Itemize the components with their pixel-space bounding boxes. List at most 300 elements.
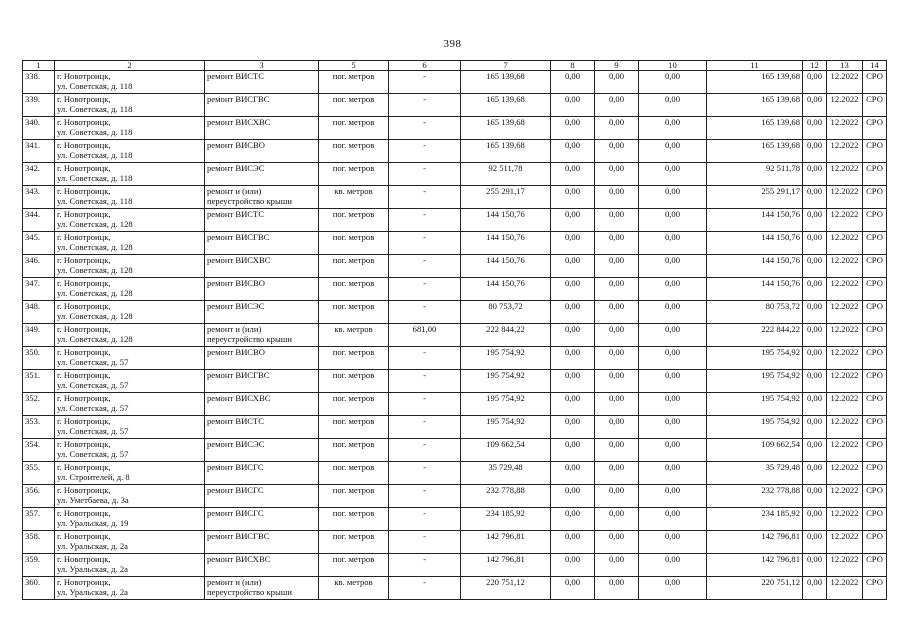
- completion-date-cell: 12.2022: [827, 163, 863, 186]
- work-type-cell: [205, 117, 319, 140]
- col8-cell: 0,00: [551, 255, 595, 278]
- col10-cell: 0,00: [639, 71, 707, 94]
- col12-cell: 0,00: [803, 278, 827, 301]
- col8-cell: 0,00: [551, 117, 595, 140]
- total-cost-cell: 195 754,92: [461, 416, 551, 439]
- work-type-cell: [205, 416, 319, 439]
- col10-cell: 0,00: [639, 462, 707, 485]
- completion-date-cell: 12.2022: [827, 209, 863, 232]
- row-number-cell: 348.: [23, 301, 55, 324]
- source-cell: СРО: [863, 94, 887, 117]
- total-cost-cell: 142 796,81: [461, 554, 551, 577]
- col10-cell: 0,00: [639, 186, 707, 209]
- col10-cell: 0,00: [639, 485, 707, 508]
- unit-cell: пог. метров: [319, 117, 389, 140]
- address-line: г. Новотроицк,: [57, 71, 111, 81]
- address-cell: [55, 163, 205, 186]
- col11-cell: 165 139,68: [707, 117, 803, 140]
- address-cell: [55, 94, 205, 117]
- quantity-cell: -: [389, 554, 461, 577]
- completion-date-cell: 12.2022: [827, 531, 863, 554]
- col10-cell: 0,00: [639, 94, 707, 117]
- total-cost-cell: 92 511,78: [461, 163, 551, 186]
- column-number: 9: [595, 61, 639, 71]
- col11-cell: 165 139,68: [707, 71, 803, 94]
- work-type-line: ремонт ВИСГВС: [207, 370, 270, 380]
- unit-cell: кв. метров: [319, 324, 389, 347]
- quantity-cell: -: [389, 117, 461, 140]
- unit-cell: пог. метров: [319, 393, 389, 416]
- address-cell: [55, 71, 205, 94]
- completion-date-cell: 12.2022: [827, 232, 863, 255]
- address-line: г. Новотроицк,: [57, 232, 111, 242]
- col9-cell: 0,00: [595, 94, 639, 117]
- col12-cell: 0,00: [803, 209, 827, 232]
- total-cost-cell: 142 796,81: [461, 531, 551, 554]
- col10-cell: 0,00: [639, 577, 707, 600]
- table-row: [23, 462, 887, 485]
- col11-cell: 232 778,88: [707, 485, 803, 508]
- col12-cell: 0,00: [803, 508, 827, 531]
- table-row: [23, 554, 887, 577]
- total-cost-cell: 195 754,92: [461, 393, 551, 416]
- address-line: ул. Советская, д. 118: [57, 173, 133, 183]
- row-number-cell: 342.: [23, 163, 55, 186]
- column-number: 6: [389, 61, 461, 71]
- quantity-cell: -: [389, 255, 461, 278]
- table-row: [23, 140, 887, 163]
- column-number: 2: [55, 61, 205, 71]
- col9-cell: 0,00: [595, 117, 639, 140]
- table-row: [23, 531, 887, 554]
- address-line: г. Новотроицк,: [57, 485, 111, 495]
- completion-date-cell: 12.2022: [827, 301, 863, 324]
- col9-cell: 0,00: [595, 301, 639, 324]
- column-number: 8: [551, 61, 595, 71]
- col12-cell: 0,00: [803, 324, 827, 347]
- address-line: г. Новотроицк,: [57, 278, 111, 288]
- address-cell: [55, 531, 205, 554]
- address-line: г. Новотроицк,: [57, 439, 111, 449]
- total-cost-cell: 195 754,92: [461, 347, 551, 370]
- col10-cell: 0,00: [639, 324, 707, 347]
- address-line: г. Новотроицк,: [57, 416, 111, 426]
- col8-cell: 0,00: [551, 163, 595, 186]
- row-number-cell: 346.: [23, 255, 55, 278]
- col9-cell: 0,00: [595, 324, 639, 347]
- address-line: ул. Советская, д. 128: [57, 242, 133, 252]
- address-line: ул. Советская, д. 118: [57, 81, 133, 91]
- completion-date-cell: 12.2022: [827, 485, 863, 508]
- work-type-line: ремонт ВИСХВС: [207, 393, 271, 403]
- total-cost-cell: 80 753,72: [461, 301, 551, 324]
- col12-cell: 0,00: [803, 140, 827, 163]
- work-type-cell: [205, 209, 319, 232]
- col8-cell: 0,00: [551, 71, 595, 94]
- work-type-cell: [205, 140, 319, 163]
- unit-cell: пог. метров: [319, 71, 389, 94]
- completion-date-cell: 12.2022: [827, 278, 863, 301]
- col10-cell: 0,00: [639, 117, 707, 140]
- unit-cell: пог. метров: [319, 94, 389, 117]
- unit-cell: пог. метров: [319, 370, 389, 393]
- address-line: ул. Советская, д. 128: [57, 311, 133, 321]
- col10-cell: 0,00: [639, 278, 707, 301]
- work-type-cell: [205, 485, 319, 508]
- address-line: г. Новотроицк,: [57, 163, 111, 173]
- table-row: [23, 232, 887, 255]
- total-cost-cell: 109 662,54: [461, 439, 551, 462]
- row-number-cell: 344.: [23, 209, 55, 232]
- table-row: [23, 186, 887, 209]
- col9-cell: 0,00: [595, 439, 639, 462]
- col11-cell: 195 754,92: [707, 416, 803, 439]
- source-cell: СРО: [863, 439, 887, 462]
- address-line: ул. Советская, д. 118: [57, 127, 133, 137]
- address-line: ул. Советская, д. 57: [57, 449, 129, 459]
- completion-date-cell: 12.2022: [827, 186, 863, 209]
- quantity-cell: -: [389, 485, 461, 508]
- work-type-cell: [205, 94, 319, 117]
- quantity-cell: -: [389, 347, 461, 370]
- col9-cell: 0,00: [595, 347, 639, 370]
- address-line: ул. Строителей, д. 8: [57, 472, 130, 482]
- row-number-cell: 350.: [23, 347, 55, 370]
- col12-cell: 0,00: [803, 186, 827, 209]
- col12-cell: 0,00: [803, 416, 827, 439]
- completion-date-cell: 12.2022: [827, 140, 863, 163]
- table-row: [23, 577, 887, 600]
- table-row: [23, 508, 887, 531]
- address-line: г. Новотроицк,: [57, 255, 111, 265]
- table-row: [23, 485, 887, 508]
- col12-cell: 0,00: [803, 163, 827, 186]
- address-line: ул. Советская, д. 118: [57, 150, 133, 160]
- col12-cell: 0,00: [803, 370, 827, 393]
- source-cell: СРО: [863, 416, 887, 439]
- row-number-cell: 359.: [23, 554, 55, 577]
- quantity-cell: -: [389, 301, 461, 324]
- address-cell: [55, 278, 205, 301]
- col10-cell: 0,00: [639, 232, 707, 255]
- work-type-cell: [205, 531, 319, 554]
- col9-cell: 0,00: [595, 232, 639, 255]
- address-line: ул. Советская, д. 57: [57, 380, 129, 390]
- work-type-cell: [205, 255, 319, 278]
- address-line: г. Новотроицк,: [57, 324, 111, 334]
- source-cell: СРО: [863, 508, 887, 531]
- work-type-line: ремонт ВИСГВС: [207, 232, 270, 242]
- unit-cell: пог. метров: [319, 301, 389, 324]
- completion-date-cell: 12.2022: [827, 324, 863, 347]
- table-body: [23, 71, 887, 600]
- col12-cell: 0,00: [803, 577, 827, 600]
- address-cell: [55, 416, 205, 439]
- source-cell: СРО: [863, 117, 887, 140]
- source-cell: СРО: [863, 577, 887, 600]
- col10-cell: 0,00: [639, 140, 707, 163]
- column-number: 1: [23, 61, 55, 71]
- table-row: [23, 255, 887, 278]
- address-line: ул. Советская, д. 128: [57, 219, 133, 229]
- table-row: [23, 117, 887, 140]
- column-number: 11: [707, 61, 803, 71]
- col11-cell: 144 150,76: [707, 255, 803, 278]
- col12-cell: 0,00: [803, 94, 827, 117]
- unit-cell: пог. метров: [319, 439, 389, 462]
- source-cell: СРО: [863, 186, 887, 209]
- col9-cell: 0,00: [595, 462, 639, 485]
- column-number: 3: [205, 61, 319, 71]
- address-line: г. Новотроицк,: [57, 94, 111, 104]
- quantity-cell: -: [389, 94, 461, 117]
- address-cell: [55, 554, 205, 577]
- table-row: [23, 324, 887, 347]
- col8-cell: 0,00: [551, 439, 595, 462]
- col10-cell: 0,00: [639, 163, 707, 186]
- completion-date-cell: 12.2022: [827, 416, 863, 439]
- col8-cell: 0,00: [551, 94, 595, 117]
- source-cell: СРО: [863, 255, 887, 278]
- col11-cell: 222 844,22: [707, 324, 803, 347]
- total-cost-cell: 255 291,17: [461, 186, 551, 209]
- source-cell: СРО: [863, 278, 887, 301]
- row-number-cell: 354.: [23, 439, 55, 462]
- completion-date-cell: 12.2022: [827, 370, 863, 393]
- col8-cell: 0,00: [551, 485, 595, 508]
- table-row: [23, 416, 887, 439]
- col11-cell: 195 754,92: [707, 370, 803, 393]
- source-cell: СРО: [863, 531, 887, 554]
- col10-cell: 0,00: [639, 301, 707, 324]
- work-type-cell: [205, 370, 319, 393]
- table-row: [23, 347, 887, 370]
- col12-cell: 0,00: [803, 71, 827, 94]
- col8-cell: 0,00: [551, 301, 595, 324]
- col11-cell: 144 150,76: [707, 209, 803, 232]
- unit-cell: пог. метров: [319, 462, 389, 485]
- work-type-cell: [205, 324, 319, 347]
- unit-cell: пог. метров: [319, 140, 389, 163]
- row-number-cell: 355.: [23, 462, 55, 485]
- address-line: ул. Советская, д. 57: [57, 357, 129, 367]
- total-cost-cell: 165 139,68: [461, 140, 551, 163]
- address-line: г. Новотроицк,: [57, 209, 111, 219]
- col12-cell: 0,00: [803, 393, 827, 416]
- unit-cell: кв. метров: [319, 577, 389, 600]
- address-cell: [55, 232, 205, 255]
- address-line: ул. Советская, д. 118: [57, 104, 133, 114]
- work-type-line: ремонт ВИСТС: [207, 71, 265, 81]
- works-table: [22, 60, 887, 600]
- col11-cell: 165 139,68: [707, 140, 803, 163]
- work-type-cell: [205, 186, 319, 209]
- total-cost-cell: 165 139,68: [461, 117, 551, 140]
- row-number-cell: 341.: [23, 140, 55, 163]
- address-line: г. Новотроицк,: [57, 554, 111, 564]
- address-cell: [55, 577, 205, 600]
- source-cell: СРО: [863, 209, 887, 232]
- col12-cell: 0,00: [803, 439, 827, 462]
- work-type-line: ремонт ВИСТС: [207, 209, 265, 219]
- col12-cell: 0,00: [803, 462, 827, 485]
- address-line: г. Новотроицк,: [57, 508, 111, 518]
- col10-cell: 0,00: [639, 393, 707, 416]
- col8-cell: 0,00: [551, 324, 595, 347]
- unit-cell: пог. метров: [319, 163, 389, 186]
- source-cell: СРО: [863, 462, 887, 485]
- address-cell: [55, 462, 205, 485]
- table-row: [23, 393, 887, 416]
- quantity-cell: -: [389, 370, 461, 393]
- work-type-line: переустройство крыши: [207, 334, 292, 344]
- unit-cell: пог. метров: [319, 531, 389, 554]
- total-cost-cell: 234 185,92: [461, 508, 551, 531]
- work-type-cell: [205, 577, 319, 600]
- source-cell: СРО: [863, 485, 887, 508]
- completion-date-cell: 12.2022: [827, 577, 863, 600]
- address-line: ул. Уральская, д. 2а: [57, 587, 128, 597]
- work-type-cell: [205, 439, 319, 462]
- work-type-cell: [205, 393, 319, 416]
- address-line: ул. Советская, д. 128: [57, 288, 133, 298]
- address-cell: [55, 508, 205, 531]
- total-cost-cell: 165 139,68: [461, 71, 551, 94]
- quantity-cell: -: [389, 531, 461, 554]
- col10-cell: 0,00: [639, 209, 707, 232]
- unit-cell: пог. метров: [319, 416, 389, 439]
- col11-cell: 109 662,54: [707, 439, 803, 462]
- col8-cell: 0,00: [551, 393, 595, 416]
- col8-cell: 0,00: [551, 347, 595, 370]
- row-number-cell: 357.: [23, 508, 55, 531]
- col9-cell: 0,00: [595, 531, 639, 554]
- col8-cell: 0,00: [551, 140, 595, 163]
- col12-cell: 0,00: [803, 232, 827, 255]
- unit-cell: пог. метров: [319, 232, 389, 255]
- work-type-line: ремонт ВИСХВС: [207, 117, 271, 127]
- work-type-line: переустройство крыши: [207, 587, 292, 597]
- completion-date-cell: 12.2022: [827, 462, 863, 485]
- quantity-cell: -: [389, 278, 461, 301]
- col12-cell: 0,00: [803, 347, 827, 370]
- col9-cell: 0,00: [595, 554, 639, 577]
- row-number-cell: 351.: [23, 370, 55, 393]
- quantity-cell: -: [389, 416, 461, 439]
- work-type-line: ремонт и (или): [207, 577, 262, 587]
- address-cell: [55, 324, 205, 347]
- col11-cell: 165 139,68: [707, 94, 803, 117]
- work-type-line: ремонт ВИСГС: [207, 485, 264, 495]
- address-line: г. Новотроицк,: [57, 347, 111, 357]
- completion-date-cell: 12.2022: [827, 554, 863, 577]
- col9-cell: 0,00: [595, 485, 639, 508]
- column-number-row: [23, 61, 887, 71]
- address-cell: [55, 140, 205, 163]
- col11-cell: 255 291,17: [707, 186, 803, 209]
- work-type-line: ремонт ВИСВО: [207, 347, 265, 357]
- source-cell: СРО: [863, 140, 887, 163]
- col9-cell: 0,00: [595, 577, 639, 600]
- table-row: [23, 209, 887, 232]
- unit-cell: пог. метров: [319, 554, 389, 577]
- row-number-cell: 345.: [23, 232, 55, 255]
- quantity-cell: -: [389, 439, 461, 462]
- work-type-line: ремонт ВИСГВС: [207, 94, 270, 104]
- work-type-line: ремонт ВИСГС: [207, 462, 264, 472]
- col9-cell: 0,00: [595, 416, 639, 439]
- col8-cell: 0,00: [551, 416, 595, 439]
- row-number-cell: 349.: [23, 324, 55, 347]
- row-number-cell: 353.: [23, 416, 55, 439]
- total-cost-cell: 144 150,76: [461, 278, 551, 301]
- col9-cell: 0,00: [595, 71, 639, 94]
- quantity-cell: -: [389, 186, 461, 209]
- completion-date-cell: 12.2022: [827, 94, 863, 117]
- col11-cell: 195 754,92: [707, 393, 803, 416]
- row-number-cell: 338.: [23, 71, 55, 94]
- completion-date-cell: 12.2022: [827, 71, 863, 94]
- table-row: [23, 94, 887, 117]
- address-line: ул. Советская, д. 118: [57, 196, 133, 206]
- address-line: ул. Советская, д. 128: [57, 265, 133, 275]
- source-cell: СРО: [863, 301, 887, 324]
- source-cell: СРО: [863, 163, 887, 186]
- work-type-line: ремонт ВИСХВС: [207, 554, 271, 564]
- address-line: ул. Уральская, д. 19: [57, 518, 129, 528]
- row-number-cell: 360.: [23, 577, 55, 600]
- col10-cell: 0,00: [639, 347, 707, 370]
- col12-cell: 0,00: [803, 255, 827, 278]
- col9-cell: 0,00: [595, 278, 639, 301]
- source-cell: СРО: [863, 370, 887, 393]
- work-type-line: ремонт и (или): [207, 186, 262, 196]
- address-line: г. Новотроицк,: [57, 117, 111, 127]
- quantity-cell: -: [389, 577, 461, 600]
- work-type-cell: [205, 301, 319, 324]
- work-type-line: ремонт ВИСГС: [207, 508, 264, 518]
- work-type-line: ремонт и (или): [207, 324, 262, 334]
- quantity-cell: -: [389, 462, 461, 485]
- col9-cell: 0,00: [595, 186, 639, 209]
- col11-cell: 220 751,12: [707, 577, 803, 600]
- address-cell: [55, 347, 205, 370]
- col8-cell: 0,00: [551, 462, 595, 485]
- work-type-cell: [205, 232, 319, 255]
- source-cell: СРО: [863, 347, 887, 370]
- total-cost-cell: 232 778,88: [461, 485, 551, 508]
- unit-cell: пог. метров: [319, 508, 389, 531]
- work-type-cell: [205, 278, 319, 301]
- address-cell: [55, 370, 205, 393]
- work-type-cell: [205, 508, 319, 531]
- column-number: 7: [461, 61, 551, 71]
- address-line: г. Новотроицк,: [57, 140, 111, 150]
- quantity-cell: -: [389, 163, 461, 186]
- row-number-cell: 347.: [23, 278, 55, 301]
- address-cell: [55, 186, 205, 209]
- address-cell: [55, 439, 205, 462]
- work-type-cell: [205, 347, 319, 370]
- quantity-cell: 681,00: [389, 324, 461, 347]
- completion-date-cell: 12.2022: [827, 393, 863, 416]
- completion-date-cell: 12.2022: [827, 347, 863, 370]
- col8-cell: 0,00: [551, 232, 595, 255]
- col9-cell: 0,00: [595, 393, 639, 416]
- table-row: [23, 370, 887, 393]
- page-number: 398: [443, 38, 462, 50]
- col10-cell: 0,00: [639, 370, 707, 393]
